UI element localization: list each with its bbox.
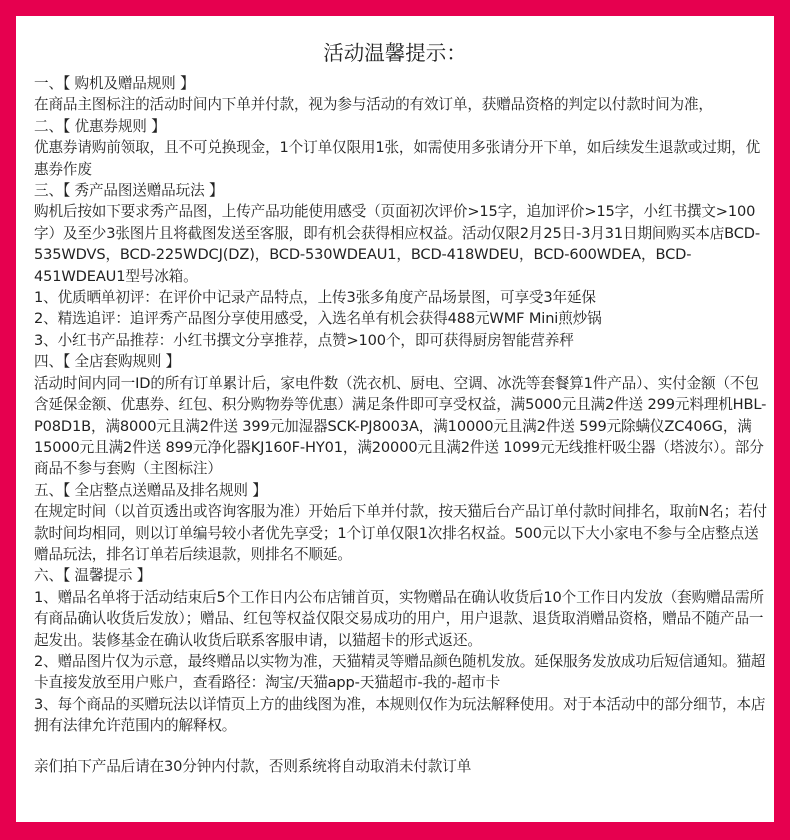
- paragraph-coupon-rules: 优惠券请购前领取，且不可兑换现金，1个订单仅限用1张，如需使用多张请分开下单，如后续发生退款或过期，优惠券作废: [34, 139, 761, 178]
- notice-panel: [16, 16, 774, 822]
- paragraph-purchase-gift-rules: 在商品主图标注的活动时间内下单并付款，视为参与活动的有效订单，获赠品资格的判定以付款时间为准，: [34, 96, 713, 114]
- page-title: 活动温馨提示：: [323, 41, 467, 65]
- footer-note: 亲们拍下产品后请在30分钟内付款，否则系统将自动取消未付款订单: [34, 757, 472, 775]
- list-item-follow-up-review: 2、精选追评：追评秀产品图分享使用感受，入选名单有机会获得488元WMF Mini煎炒锅: [34, 310, 602, 328]
- section-heading-coupon-rules: 二、【 优惠券规则 】: [34, 117, 166, 135]
- section-heading-hourly-gift: 五、【 全店整点送赠品及排名规则 】: [34, 481, 267, 499]
- paragraph-hourly-gift: 在规定时间（以首页透出或咨询客服为准）开始后下单并付款，按天猫后台产品订单付款时间排名，取前N名；若付款时间均相同，则以订单编号较小者优先享受；1个订单仅限1次排名权益。500元以下大小家电不参与全店整点送赠品玩法，排名订单若后续退款，则排名不顺延。: [34, 503, 767, 563]
- paragraph-showcase-gift: 购机后按如下要求秀产品图，上传产品功能使用感受（页面初次评价>15字，追加评价>15字，小红书撰文>100字）及至少3张图片且将截图发送至客服，即有机会获得相应权益。活动仅限2月25日-3月31日期间购买本店BCD-535WDVS，BCD-225WDCJ(DZ)，BCD-530WDEAU1，BCD-418WDEU，BCD-600WDEA，BCD-451WDEAU1型号冰箱。: [34, 203, 760, 285]
- notice-content: [34, 73, 770, 777]
- list-item-tip-1: 1、赠品名单将于活动结束后5个工作日内公布店铺首页，实物赠品在确认收货后10个工作日内发放（套购赠品需所有商品确认收货后发放）；赠品、红包等权益仅限交易成功的用户，用户退款、退货取消赠品资格，赠品不随产品一起发出。装修基金在确认收货后联系客服申请，以猫超卡的形式返还。: [34, 588, 764, 649]
- section-heading-bundle-rules: 四、【 全店套购规则 】: [34, 353, 181, 371]
- list-item-xiaohongshu: 3、小红书产品推荐：小红书撰文分享推荐，点赞>100个，即可获得厨房智能营养秤: [34, 331, 574, 349]
- list-item-tip-3: 3、每个商品的买赠玩法以详情页上方的曲线图为准，本规则仅作为玩法解释使用。对于本活动中的部分细节，本店拥有法律允许范围内的解释权。: [34, 695, 766, 735]
- section-heading-purchase-gift-rules: 一、【 购机及赠品规则 】: [34, 75, 195, 92]
- list-item-quality-review: 1、优质晒单初评：在评价中记录产品特点，上传3张多角度产品场景图，可享受3年延保: [34, 289, 596, 307]
- section-heading-showcase-gift: 三、【 秀产品图送赠品玩法 】: [34, 182, 224, 200]
- section-heading-tips: 六、【 温馨提示 】: [34, 567, 152, 585]
- paragraph-bundle-rules: 活动时间内同一ID的所有订单累计后，家电件数（洗衣机、厨电、空调、冰洗等套餐算1件产品）、实付金额（不包含延保金额、优惠券、红包、积分购物券等优惠）满足条件即可享受权益，满5000元且满2件送 299元料理机HBL-P08D1B，满8000元且满2件送 399元加湿器SCK-PJ8003A，满10000元且满2件送 599元除螨仪ZC406G，满15000元且满2件送 899元净化器KJ160F-HY01，满20000元且满2件送 1099元无线推杆吸尘器（塔波尔）。部分商品不参与套购（主图标注）: [34, 374, 767, 478]
- list-item-tip-2: 2、赠品图片仅为示意，最终赠品以实物为准，天猫精灵等赠品颜色随机发放。延保服务发放成功后短信通知。猫超卡直接发放至用户账户，查看路径：淘宝/天猫app-天猫超市-我的-超市卡: [34, 652, 766, 692]
